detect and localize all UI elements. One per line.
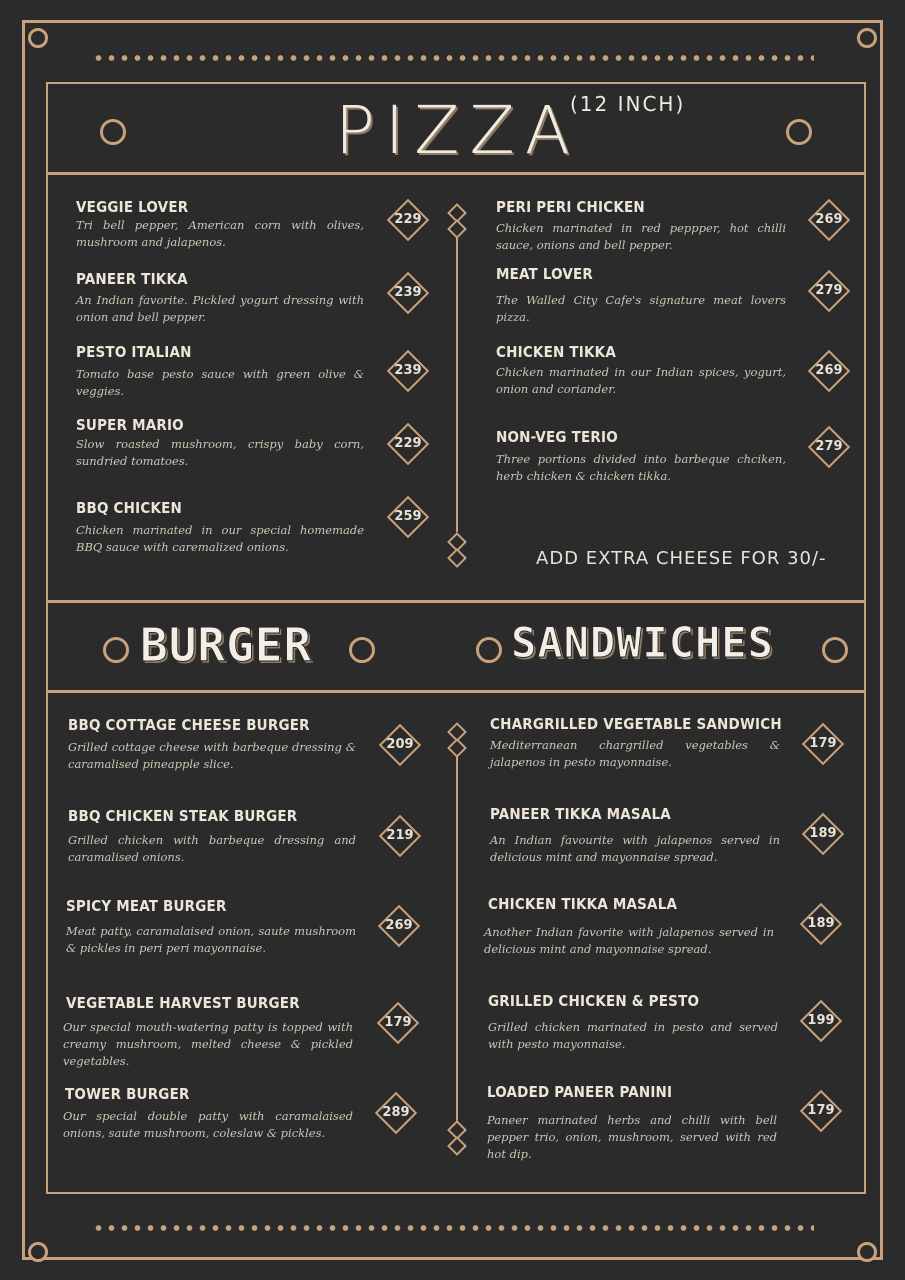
price-badge: [385, 421, 431, 467]
menu-item-name: VEGGIE LOVER: [76, 198, 189, 216]
menu-item-name: PERI PERI CHICKEN: [496, 198, 645, 216]
section-divider: [46, 690, 866, 693]
price-badge: [375, 1000, 421, 1046]
menu-item-name: LOADED PANEER PANINI: [487, 1083, 673, 1101]
price-badge: [385, 348, 431, 394]
menu-item-desc: Chicken marinated in our special homemade BBQ sauce with caremalized onions.: [76, 523, 364, 554]
price-value: 269: [815, 363, 843, 378]
ring-ornament: [100, 119, 126, 145]
ring-ornament: [476, 637, 502, 663]
menu-item-desc: Chicken marinated in our Indian spices, yogurt, onion and coriander.: [496, 365, 786, 396]
price-value: 239: [394, 285, 422, 300]
price-value: 269: [815, 212, 843, 227]
menu-item-name: NON-VEG TERIO: [496, 428, 618, 446]
menu-item-name: VEGETABLE HARVEST BURGER: [66, 994, 300, 1012]
menu-item-desc: An Indian favorite. Pickled yogurt dressing with onion and bell pepper.: [76, 293, 364, 324]
menu-item-name: GRILLED CHICKEN & PESTO: [488, 992, 700, 1010]
menu-item-desc: Mediterranean chargrilled vegetables & jalapenos in pesto mayonnaise.: [490, 738, 780, 769]
price-badge: [800, 811, 846, 857]
menu-item-desc: An Indian favourite with jalapenos served in delicious mint and mayonnaise spread.: [490, 833, 780, 864]
price-value: 189: [809, 826, 837, 841]
price-value: 269: [385, 918, 413, 933]
menu-item-name: TOWER BURGER: [65, 1085, 190, 1103]
price-value: 189: [807, 916, 835, 931]
menu-item-desc: Tri bell pepper, American corn with olives, mushroom and jalapenos.: [76, 218, 364, 249]
price-badge: [806, 268, 852, 314]
pizza-column-divider: [456, 236, 458, 532]
corner-ornament: [857, 1242, 877, 1262]
menu-item-name: PANEER TIKKA: [76, 270, 188, 288]
corner-ornament: [28, 28, 48, 48]
menu-item-name: PESTO ITALIAN: [76, 343, 192, 361]
pizza-header-divider: [46, 172, 866, 175]
price-value: 219: [386, 828, 414, 843]
menu-item-desc: Our special mouth-watering patty is topped with creamy mushroom, melted cheese & pickled vegetables.: [63, 1020, 353, 1068]
sandwiches-title: SANDWICHES: [511, 618, 774, 667]
menu-item-desc: Three portions divided into barbeque chciken, herb chicken & chicken tikka.: [496, 452, 786, 483]
price-badge: [798, 1088, 844, 1134]
menu-item-desc: Another Indian favorite with jalapenos served in delicious mint and mayonnaise spread.: [484, 925, 774, 956]
menu-item-desc: Tomato base pesto sauce with green olive & veggies.: [76, 367, 364, 398]
price-badge: [385, 197, 431, 243]
price-badge: [377, 722, 423, 768]
corner-ornament: [857, 28, 877, 48]
burger-title: BURGER: [140, 618, 313, 672]
menu-item-name: BBQ CHICKEN: [76, 499, 183, 517]
price-value: 259: [394, 509, 422, 524]
price-badge: [798, 998, 844, 1044]
menu-item-desc: Chicken marinated in red peppper, hot chilli sauce, onions and bell pepper.: [496, 221, 786, 252]
section-divider: [46, 600, 866, 603]
pizza-subtitle: (12 INCH): [570, 92, 686, 116]
menu-item-desc: Meat patty, caramalaised onion, saute mushroom & pickles in peri peri mayonnaise.: [66, 924, 356, 955]
extra-cheese-note: ADD EXTRA CHEESE FOR 30/-: [536, 548, 827, 569]
price-value: 289: [382, 1105, 410, 1120]
menu-item-name: MEAT LOVER: [496, 265, 594, 283]
menu-item-desc: Our special double patty with caramalaised onions, saute mushroom, coleslaw & pickles.: [63, 1109, 353, 1140]
lower-column-divider: [456, 755, 458, 1121]
price-badge: [385, 494, 431, 540]
price-value: 279: [815, 439, 843, 454]
price-badge: [798, 901, 844, 947]
price-badge: [806, 424, 852, 470]
menu-item-name: BBQ COTTAGE CHEESE BURGER: [68, 716, 310, 734]
menu-item-desc: Grilled chicken marinated in pesto and served with pesto mayonnaise.: [488, 1020, 778, 1051]
ring-ornament: [786, 119, 812, 145]
price-value: 239: [394, 363, 422, 378]
menu-item-name: SUPER MARIO: [76, 416, 184, 434]
price-badge: [800, 721, 846, 767]
price-value: 199: [807, 1013, 835, 1028]
price-value: 179: [809, 736, 837, 751]
menu-item-desc: Paneer marinated herbs and chilli with bell pepper trio, onion, mushroom, served with red hot dip.: [487, 1113, 777, 1161]
menu-item-desc: Grilled chicken with barbeque dressing and caramalised onions.: [68, 833, 356, 864]
price-badge: [377, 813, 423, 859]
price-value: 179: [384, 1015, 412, 1030]
dotted-border-top: [92, 54, 814, 62]
menu-item-desc: Grilled cottage cheese with barbeque dressing & caramalised pineapple slice.: [68, 740, 356, 771]
ring-ornament: [822, 637, 848, 663]
price-value: 229: [394, 212, 422, 227]
dotted-border-bottom: [92, 1224, 814, 1232]
price-badge: [376, 903, 422, 949]
menu-item-desc: Slow roasted mushroom, crispy baby corn, sundried tomatoes.: [76, 437, 364, 468]
menu-item-name: CHICKEN TIKKA MASALA: [488, 895, 678, 913]
menu-item-name: PANEER TIKKA MASALA: [490, 805, 671, 823]
price-badge: [385, 270, 431, 316]
menu-item-name: CHARGRILLED VEGETABLE SANDWICH: [490, 715, 782, 733]
ring-ornament: [103, 637, 129, 663]
price-value: 229: [394, 436, 422, 451]
menu-item-name: CHICKEN TIKKA: [496, 343, 616, 361]
price-value: 279: [815, 283, 843, 298]
pizza-title: PIZZA: [335, 92, 580, 169]
price-value: 209: [386, 737, 414, 752]
menu-item-desc: The Walled City Cafe's signature meat lovers pizza.: [496, 293, 786, 324]
price-value: 179: [807, 1103, 835, 1118]
corner-ornament: [28, 1242, 48, 1262]
price-badge: [373, 1090, 419, 1136]
menu-item-name: BBQ CHICKEN STEAK BURGER: [68, 807, 298, 825]
ring-ornament: [349, 637, 375, 663]
price-badge: [806, 197, 852, 243]
menu-item-name: SPICY MEAT BURGER: [66, 897, 227, 915]
price-badge: [806, 348, 852, 394]
